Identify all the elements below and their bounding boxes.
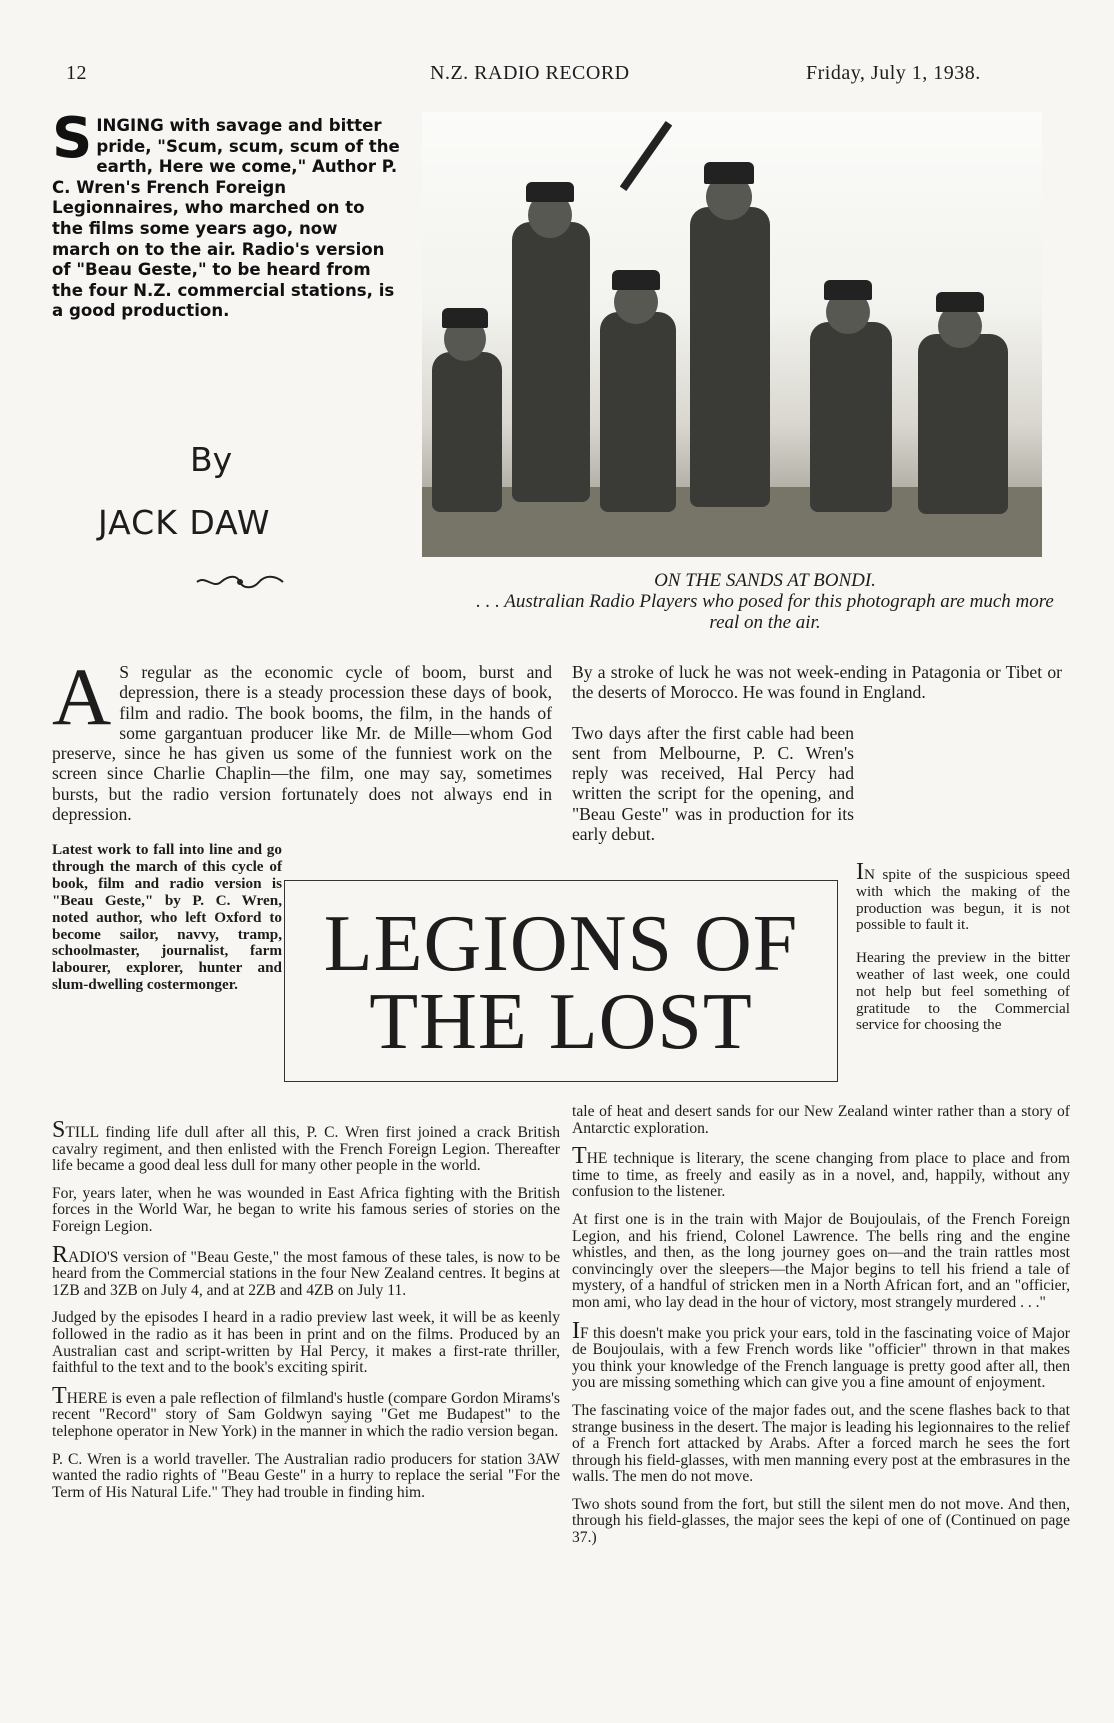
paragraph xyxy=(572,1104,1070,1137)
paragraph-text: Judged by the episodes I heard in a radio preview last week, it will be as keenly followed in the radio as it has been in print and on the films. Produced by an Australian cast and script-written by Hal Percy, it makes a first-rate thriller, faithful to the text and to the book's exciting spirit. xyxy=(52,1309,560,1377)
photo-caption-line1: ON THE SANDS AT BONDI. xyxy=(654,570,876,591)
headline-box xyxy=(284,880,838,1082)
photo-figure xyxy=(432,352,502,512)
paragraph: By a stroke of luck he was not week-ending in Patagonia or Tibet or the deserts of Morocco. He was found in England. xyxy=(572,662,1062,703)
headline-line1: LEGIONS OF xyxy=(323,900,799,988)
photo-figure-kepi xyxy=(824,280,872,300)
paragraph-text: The fascinating voice of the major fades out, and the scene flashes back to that strange business in the desert. The major is leading his legionnaires to the relief of a French fort attacked by Arabs. After a forced march he sees the fort through his field-glasses, with men manning every post at the embrasures in the walls. The men do not move. xyxy=(572,1401,1070,1486)
lead-drop-cap: A xyxy=(52,651,112,742)
intro-narrow-paragraph: Latest work to fall into line and go through the march of this cycle of book, film and radio version is "Beau Geste," by P. C. Wren, noted author, who left Oxford to become sailor, navvy, tramp, schoolmaster, journalist, farm labourer, explorer, hunter and slum-dwelling costermonger. xyxy=(52,841,282,994)
paragraph xyxy=(52,1310,560,1376)
photo-figure xyxy=(810,322,892,512)
paragraph-text: P. C. Wren is a world traveller. The Australian radio producers for station 3AW wanted the radio rights of "Beau Geste" in a hurry to replace the serial "For the Term of His Natural Life." They had trouble in finding him. xyxy=(52,1450,560,1501)
paragraph xyxy=(52,1382,560,1441)
paragraph xyxy=(52,1117,560,1175)
lead-text: S regular as the economic cycle of boom, burst and depression, there is a steady procession these days of book, film and radio. The book booms, the film, in the hands of some gargantuan producer like Mr. de Mille—whom God preserve, since he has given us some of the funniest work on the screen since Charlie Chaplin—the film, one may say, sometimes bursts, but the radio version fortunately does not always end in depression. xyxy=(52,662,552,825)
standfirst-text: INGING with savage and bitter pride, "Scum, scum, scum of the earth, Here we come," Author P. C. Wren's French Foreign Legionnaires, who marched on to the films some years ago, now march on to the air. Radio's version of "Beau Geste," to be heard from the four N.Z. commercial stations, is a good production. xyxy=(52,116,400,321)
photo-figure-kepi xyxy=(442,308,488,328)
photo-figure-kepi xyxy=(704,162,754,184)
paragraph-text: tale of heat and desert sands for our New Zealand winter rather than a story of Antarctic exploration. xyxy=(572,1103,1070,1137)
photo-figure xyxy=(512,222,590,502)
publication-title: N.Z. RADIO RECORD xyxy=(430,62,630,84)
paragraph xyxy=(52,1186,560,1236)
section-initial: I xyxy=(572,1317,580,1344)
photo-figure-kepi xyxy=(526,182,574,202)
paragraph xyxy=(572,1403,1070,1486)
standfirst-initial: S xyxy=(52,106,93,171)
section-initial: T xyxy=(572,1143,587,1170)
right-top-column xyxy=(572,662,1062,864)
byline-by: By xyxy=(190,440,233,479)
right-column xyxy=(572,1104,1070,1558)
paragraph xyxy=(856,859,1070,934)
issue-date: Friday, July 1, 1938. xyxy=(806,62,981,84)
photo-figure xyxy=(600,312,676,512)
section-initial: R xyxy=(52,1241,69,1268)
paragraph xyxy=(572,1212,1070,1312)
left-column xyxy=(52,1117,560,1512)
byline-author: JACK DAW xyxy=(98,503,271,542)
standfirst xyxy=(52,106,400,322)
photo-figure xyxy=(690,207,770,507)
paragraph-text: HERE is even a pale reflection of filmland's hustle (compare Gordon Mirams's recent "Record" story of Sam Goldwyn saying "Get me Budapest" to the telephone operator in New York) in the manner in which the radio version began. xyxy=(52,1389,560,1440)
paragraph xyxy=(856,950,1070,1034)
photo-figure-kepi xyxy=(612,270,660,290)
right-narrow-column xyxy=(856,859,1070,1050)
lead-paragraph xyxy=(52,651,552,825)
paragraph-text: TILL finding life dull after all this, P. C. Wren first joined a crack British cavalry regiment, and then enlisted with the French Foreign Legion. Thereafter life became a good deal less dull for many other people in the world. xyxy=(52,1124,560,1175)
paragraph xyxy=(52,1241,560,1300)
paragraph-text: At first one is in the train with Major de Boujoulais, of the French Foreign Legion, and his friend, Colonel Lawrence. The bells ring and the engine whistles, and then, as the long journey goes on—and the train rattles most convincingly over the sleepers—the Major begins to tell his friend a tale of mystery, of a handful of stricken men in a North African fort, and an "officier, mon ami, who lay dead in the hour of victory, most strangely murdered . . ." xyxy=(572,1210,1070,1311)
photograph xyxy=(422,112,1042,557)
photo-figure xyxy=(918,334,1008,514)
paragraph xyxy=(52,1452,560,1502)
ornament-icon xyxy=(195,575,285,589)
section-initial: I xyxy=(856,859,864,885)
photo-figure-kepi xyxy=(936,292,984,312)
paragraph-text: Hearing the preview in the bitter weather of last week, one could not help but feel something of gratitude to the Commercial service for choosing the xyxy=(856,949,1070,1034)
photo-caption xyxy=(470,570,1060,633)
paragraph-text: For, years later, when he was wounded in East Africa fighting with the British forces in the World War, he began to write his famous series of stories on the Foreign Legion. xyxy=(52,1184,560,1235)
paragraph: Two days after the first cable had been sent from Melbourne, P. C. Wren's reply was received, Hal Percy had written the script for the opening, and "Beau Geste" was in production for its early debut. xyxy=(572,722,854,845)
page-header xyxy=(0,62,1114,92)
paragraph-text: N spite of the suspicious speed with which the making of the production was begun, it is not possible to fault it. xyxy=(856,866,1070,934)
section-initial: T xyxy=(52,1382,67,1409)
section-initial: S xyxy=(52,1117,66,1143)
photo-caption-line2: . . . Australian Radio Players who posed for this photograph are much more real on the air. xyxy=(476,591,1054,633)
paragraph-text: Two shots sound from the fort, but still the silent men do not move. And then, through his field-glasses, the major sees the kepi of one of (Continued on page 37.) xyxy=(572,1495,1070,1547)
paragraph xyxy=(572,1143,1070,1201)
photo-baton xyxy=(620,121,672,191)
headline-line2: THE LOST xyxy=(369,978,753,1066)
paragraph xyxy=(572,1317,1070,1392)
paragraph-text: HE technique is literary, the scene changing from place to place and from time to time, as freely and easily as in a novel, and, happily, without any confusion to the listener. xyxy=(572,1150,1070,1201)
paragraph-text: F this doesn't make you prick your ears, told in the fascinating voice of Major de Boujoulais, with a few French words like "officier" thrown in that makes you think your knowledge of the French language is pretty good after all, then you are missing something which can give you a fine amount of enjoyment. xyxy=(572,1324,1070,1392)
paragraph-text: ADIO'S version of "Beau Geste," the most famous of these tales, is now to be heard from the Commercial stations in the four New Zealand centres. It begins at 1ZB and 3ZB on July 4, and at 2ZB and 4ZB on July 11. xyxy=(52,1248,560,1299)
paragraph xyxy=(572,1497,1070,1547)
page-number: 12 xyxy=(66,62,87,84)
